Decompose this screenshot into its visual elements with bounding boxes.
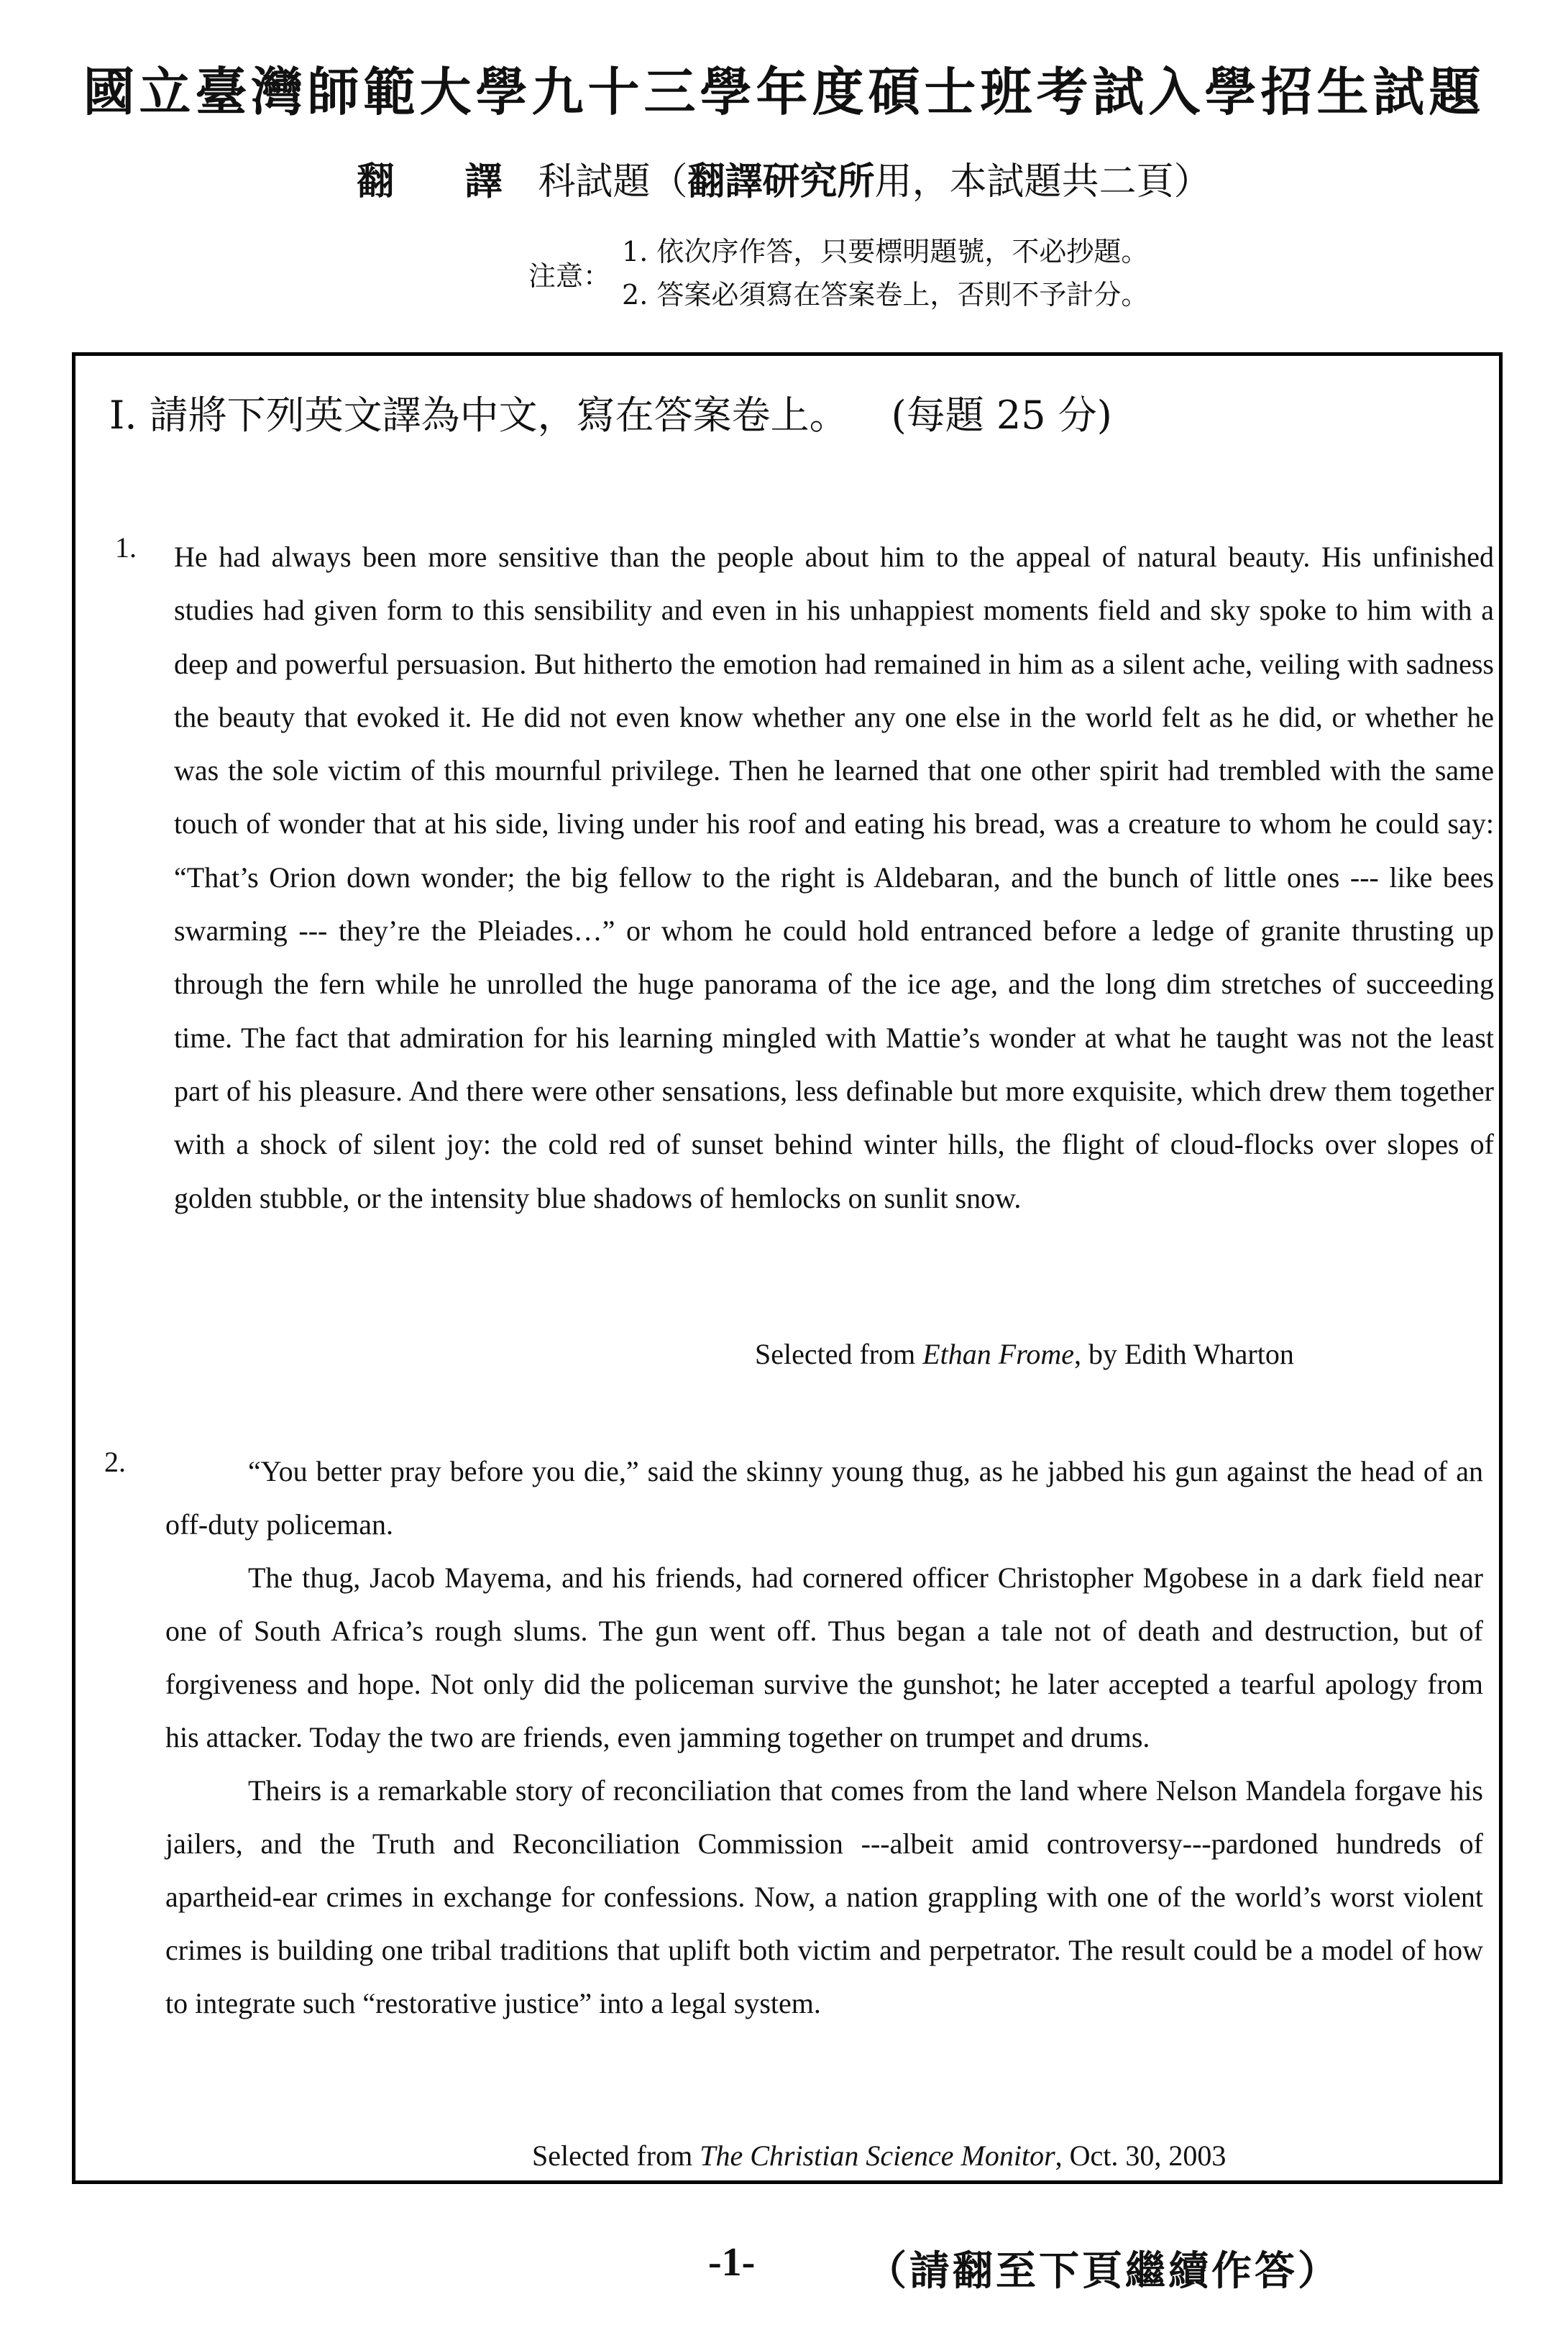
exam-notes bbox=[528, 230, 1148, 316]
note-item: 1. 依次序作答，只要標明題號，不必抄題。 bbox=[622, 236, 1149, 267]
continue-note: （請翻至下頁繼續作答） bbox=[866, 2247, 1341, 2295]
question-number: 1. bbox=[115, 531, 137, 564]
subject-name: 翻 譯 bbox=[357, 160, 531, 203]
exam-title: 國立臺灣師範大學九十三學年度碩士班考試入學招生試題 bbox=[83, 61, 1485, 122]
citation-suffix: , Oct. 30, 2003 bbox=[1055, 2139, 1227, 2172]
citation-title: Ethan Frome bbox=[922, 1338, 1074, 1370]
citation-title: The Christian Science Monitor bbox=[700, 2139, 1055, 2172]
department-name: 翻譯研究所 bbox=[687, 160, 875, 203]
subject-tail: 用，本試題共二頁） bbox=[874, 160, 1211, 203]
question-body bbox=[174, 531, 1494, 1225]
notes-list bbox=[622, 230, 1148, 316]
section-heading bbox=[109, 385, 1112, 440]
question-number: 2. bbox=[104, 1446, 126, 1478]
notes-label: 注意： bbox=[528, 260, 611, 292]
page-number: -1- bbox=[708, 2240, 756, 2285]
subject-suffix: 科試題（ bbox=[538, 160, 688, 203]
passage-paragraph: Theirs is a remarkable story of reconciliation that comes from the land where Nelson Mandela forgave his jailers, and the Truth and Reconciliation Commission ---albeit amid controversy---pardoned hundreds of apartheid-ear crimes in exchange for confessions. Now, a nation grappling with one of the world’s worst violent crimes is building one tribal traditions that uplift both victim and perpetrator. The result could be a model of how to integrate such “restorative justice” into a legal system. bbox=[165, 1774, 1483, 2019]
passage-paragraph: The thug, Jacob Mayema, and his friends, had cornered officer Christopher Mgobese in a dark field near one of South Africa’s rough slums. The gun went off. Thus began a tale not of death and destruction, but of forgiveness and hope. Not only did the policeman survive the gunshot; he later accepted a tearful apology from his attacker. Today the two are friends, even jamming together on trumpet and drums. bbox=[165, 1561, 1483, 1753]
passage-paragraph: “You better pray before you die,” said the skinny young thug, as he jabbed his gun against the head of an off-duty policeman. bbox=[165, 1455, 1483, 1541]
citation-prefix: Selected from bbox=[755, 1338, 923, 1370]
section-score: (每題 25 分) bbox=[891, 393, 1112, 438]
source-citation bbox=[532, 2139, 1226, 2173]
note-item: 2. 答案必須寫在答案卷上，否則不予計分。 bbox=[622, 279, 1149, 311]
section-instruction: I. 請將下列英文譯為中文，寫在答案卷上。 bbox=[109, 393, 848, 438]
citation-prefix: Selected from bbox=[532, 2139, 700, 2172]
citation-suffix: , by Edith Wharton bbox=[1073, 1338, 1294, 1370]
question-body bbox=[165, 1445, 1483, 2030]
passage-text: He had always been more sensitive than the people about him to the appeal of natural beauty. His unfinished studies had given form to this sensibility and even in his unhappiest moments field and sky spoke to him with a deep and powerful persuasion. But hitherto the emotion had remained in him as a silent ache, veiling with sadness the beauty that evoked it. He did not even know whether any one else in the world felt as he did, or whether he was the sole victim of this mournful privilege. Then he learned that one other spirit had trembled with the same touch of wonder that at his side, living under his roof and eating his bread, was a creature to whom he could say: “That’s Orion down wonder; the big fellow to the right is Aldebaran, and the bunch of little ones --- like bees swarming --- they’re the Pleiades…” or whom he could hold entranced before a ledge of granite thrusting up through the fern while he unrolled the huge panorama of the ice age, and the long dim stretches of succeeding time. The fact that admiration for his learning mingled with Mattie’s wonder at what he taught was not the least part of his pleasure. And there were other sensations, less definable but more exquisite, which drew them together with a shock of silent joy: the cold red of sunset behind winter hills, the flight of cloud-flocks over slopes of golden stubble, or the intensity blue shadows of hemlocks on sunlit snow. bbox=[174, 541, 1494, 1214]
source-citation bbox=[755, 1337, 1294, 1371]
exam-subtitle bbox=[0, 151, 1568, 205]
